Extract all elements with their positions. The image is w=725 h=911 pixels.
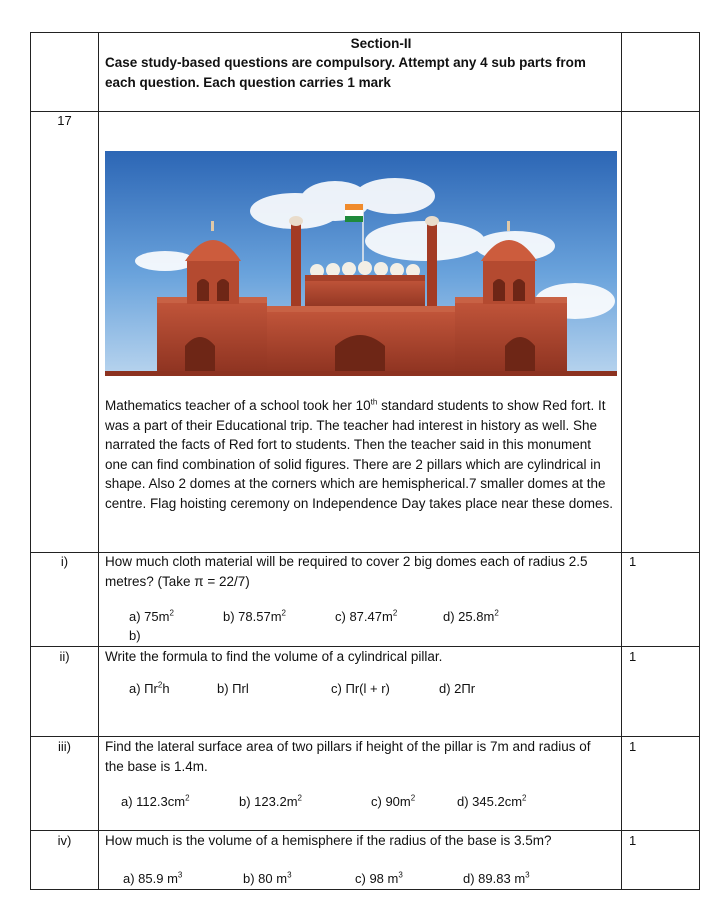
option-text-suffix: h (162, 681, 170, 696)
option-c[interactable] (335, 609, 397, 624)
option-exponent: 2 (157, 680, 163, 690)
option-exponent: 2 (522, 793, 527, 803)
option-text: d) 345.2cm (457, 794, 523, 809)
passage-start: Mathematics teacher of a school took her 10 (105, 398, 371, 413)
option-exponent: 3 (398, 870, 403, 880)
option-text: d) 2Πr (439, 681, 476, 696)
option-text: c) 98 m (355, 871, 399, 886)
section-instructions: Case study-based questions are compulsory. Attempt any 4 sub parts from each question. Each question carries 1 mark (105, 55, 586, 90)
option-text: c) 87.47m (335, 609, 393, 624)
option-b[interactable] (217, 681, 249, 696)
option-d[interactable] (457, 794, 527, 809)
option-exponent: 2 (297, 793, 302, 803)
option-text: a) 112.3cm (121, 794, 186, 809)
section-title: Section-II (350, 36, 412, 51)
subpart-question: How much cloth material will be required to cover 2 big domes each of radius 2.5 metres? (Take π = 22/7) (105, 554, 588, 589)
option-text: d) 25.8m (443, 609, 495, 624)
option-c[interactable] (331, 681, 390, 696)
option-exponent: 3 (177, 870, 183, 880)
question-number: 17 (57, 113, 72, 128)
column-divider-number (98, 33, 99, 889)
option-exponent: 2 (185, 793, 190, 803)
option-text: a) 75m (129, 609, 170, 624)
passage-rest: standard students to show Red fort. It was a part of their Educational trip. The teacher had interest in history as well. She narrated the facts of Red fort to students. Then the teacher said in this monument one can find combination of solid figures. There are 2 pillars which are cylindrical in shape. Also 2 domes at the corners which are hemispherical.7 smaller domes at the centre. Flag hoisting ceremony on Independence Day takes place near these domes. (105, 398, 614, 511)
option-b[interactable] (223, 609, 286, 624)
option-text: a) Πr (129, 681, 158, 696)
option-a[interactable] (129, 681, 170, 696)
option-a[interactable] (123, 871, 182, 886)
option-text: b) 78.57m (223, 609, 282, 624)
subpart-label: ii) (59, 649, 70, 664)
red-fort-image (105, 151, 617, 376)
option-d[interactable] (439, 681, 475, 696)
option-text: c) 90m (371, 794, 411, 809)
option-exponent: 2 (410, 793, 416, 803)
option-text: b) 80 m (243, 871, 288, 886)
option-exponent: 2 (392, 608, 398, 618)
option-exponent: 2 (169, 608, 174, 618)
column-divider-marks (621, 33, 622, 889)
option-text: b) 123.2m (239, 794, 298, 809)
subpart-label: iv) (57, 833, 72, 848)
subpart-mark: 1 (629, 554, 637, 569)
row-divider (31, 111, 699, 112)
option-a[interactable] (121, 794, 190, 809)
option-b[interactable] (239, 794, 302, 809)
question-table (30, 32, 700, 890)
case-study-passage (105, 396, 617, 513)
option-exponent: 3 (287, 870, 292, 880)
subpart-mark: 1 (629, 833, 637, 848)
passage-superscript: th (370, 397, 378, 407)
subpart-question: Write the formula to find the volume of a cylindrical pillar. (105, 649, 443, 664)
subpart-label: iii) (58, 739, 71, 754)
option-exponent: 2 (281, 608, 286, 618)
subpart-question: Find the lateral surface area of two pillars if height of the pillar is 7m and radius of the base is 1.4m. (105, 739, 591, 774)
option-text: c) Πr(l + r) (331, 681, 390, 696)
option-exponent: 3 (525, 870, 530, 880)
option-c[interactable] (371, 794, 415, 809)
option-d[interactable] (443, 609, 499, 624)
subpart-mark: 1 (629, 739, 637, 754)
subpart-mark: 1 (629, 649, 637, 664)
subpart-question: How much is the volume of a hemisphere if the radius of the base is 3.5m? (105, 833, 552, 848)
option-d[interactable] (463, 871, 530, 886)
option-stray-b: b) (129, 628, 141, 643)
option-text: d) 89.83 m (463, 871, 526, 886)
option-a[interactable] (129, 609, 174, 624)
subpart-label: i) (60, 554, 69, 569)
option-text: a) 85.9 m (123, 871, 178, 886)
option-c[interactable] (355, 871, 403, 886)
option-exponent: 2 (494, 608, 499, 618)
option-text: b) Πrl (217, 681, 249, 696)
option-b[interactable] (243, 871, 292, 886)
